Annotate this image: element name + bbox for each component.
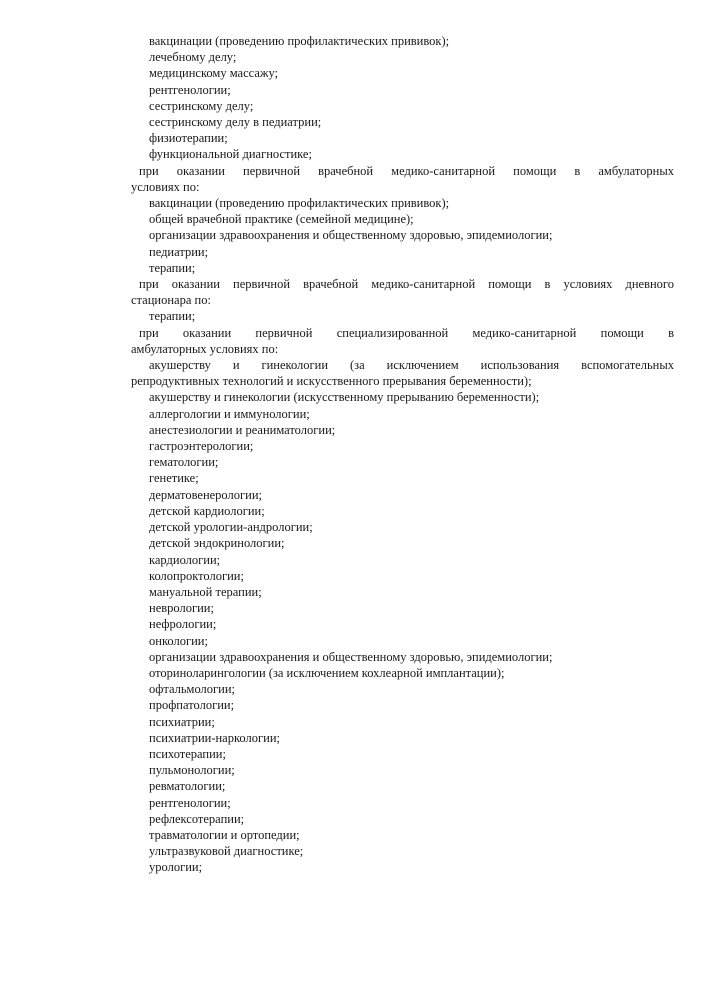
list-item-long-line: репродуктивных технологий и искусственного прерывания беременности); bbox=[131, 374, 532, 389]
list-item: акушерству и гинекологии (искусственному прерыванию беременности); bbox=[149, 390, 540, 405]
section-heading-line: стационара по: bbox=[131, 293, 211, 308]
section-heading-line: условиях по: bbox=[131, 179, 200, 194]
list-item: нефрологии; bbox=[149, 617, 217, 632]
list-item: кардиологии; bbox=[149, 552, 221, 567]
list-item: детской урологии-андрологии; bbox=[149, 520, 313, 535]
list-item: травматологии и ортопедии; bbox=[149, 827, 300, 842]
list-item: пульмонологии; bbox=[149, 763, 235, 778]
list-item: неврологии; bbox=[149, 601, 214, 616]
list-item: ультразвуковой диагностике; bbox=[149, 844, 304, 859]
list-item: детской кардиологии; bbox=[149, 503, 265, 518]
list-item: терапии; bbox=[149, 309, 196, 324]
section-heading-line: амбулаторных условиях по: bbox=[131, 341, 279, 356]
list-item: дерматовенерологии; bbox=[149, 487, 262, 502]
list-item: колопроктологии; bbox=[149, 568, 244, 583]
list-item: организации здравоохранения и общественному здоровью, эпидемиологии; bbox=[149, 649, 553, 664]
list-item: педиатрии; bbox=[149, 244, 209, 259]
list-item: общей врачебной практике (семейной медицине); bbox=[149, 212, 414, 227]
document-body bbox=[131, 33, 674, 876]
section-heading-line: при оказании первичной врачебной медико-санитарной помощи в условиях дневного bbox=[139, 277, 674, 292]
list-item-long-line: акушерству и гинекологии (за исключением использования вспомогательных bbox=[149, 358, 674, 373]
list-item: сестринскому делу; bbox=[149, 98, 254, 113]
list-item: рентгенологии; bbox=[149, 82, 231, 97]
list-item: рентгенологии; bbox=[149, 795, 231, 810]
list-item: профпатологии; bbox=[149, 698, 235, 713]
list-item: урологии; bbox=[149, 860, 203, 875]
list-item: гематологии; bbox=[149, 455, 219, 470]
list-item: детской эндокринологии; bbox=[149, 536, 285, 551]
list-item: офтальмологии; bbox=[149, 682, 236, 697]
list-item: психотерапии; bbox=[149, 746, 226, 761]
list-item: лечебному делу; bbox=[149, 50, 237, 65]
list-item: гастроэнтерологии; bbox=[149, 439, 254, 454]
list-item: вакцинации (проведению профилактических прививок); bbox=[149, 196, 450, 211]
list-item: ревматологии; bbox=[149, 779, 226, 794]
list-item: анестезиологии и реаниматологии; bbox=[149, 422, 336, 437]
list-item: терапии; bbox=[149, 260, 196, 275]
list-item: мануальной терапии; bbox=[149, 584, 262, 599]
list-item: онкологии; bbox=[149, 633, 208, 648]
section-heading-line: при оказании первичной специализированной медико-санитарной помощи в bbox=[139, 325, 674, 340]
list-item: рефлексотерапии; bbox=[149, 811, 245, 826]
list-item: функциональной диагностике; bbox=[149, 147, 312, 162]
list-item: психиатрии; bbox=[149, 714, 215, 729]
list-item: медицинскому массажу; bbox=[149, 66, 279, 81]
list-item: генетике; bbox=[149, 471, 199, 486]
list-item: психиатрии-наркологии; bbox=[149, 730, 280, 745]
section-heading-line: при оказании первичной врачебной медико-санитарной помощи в амбулаторных bbox=[139, 163, 674, 178]
list-item: вакцинации (проведению профилактических прививок); bbox=[149, 34, 450, 48]
list-item: сестринскому делу в педиатрии; bbox=[149, 115, 322, 130]
list-item: организации здравоохранения и общественному здоровью, эпидемиологии; bbox=[149, 228, 553, 243]
list-item: аллергологии и иммунологии; bbox=[149, 406, 310, 421]
list-item: оториноларингологии (за исключением кохлеарной имплантации); bbox=[149, 665, 505, 680]
list-item: физиотерапии; bbox=[149, 131, 228, 146]
